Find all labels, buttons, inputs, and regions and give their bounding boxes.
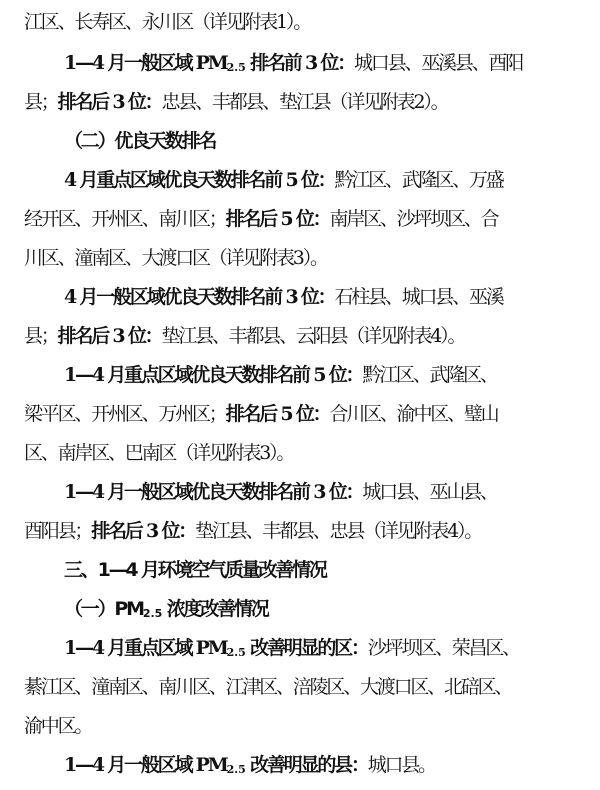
heading-text: （二）优良天数排名 [64, 130, 216, 152]
paragraph-line [24, 706, 600, 746]
bold-lead: 4 月重点区域优良天数排名前 5 位： [64, 169, 335, 191]
bold-lead: 排名后 3 位： [57, 325, 162, 347]
line-text: 川区、潼南区、大渡口区（详见附表3）。 [24, 247, 327, 269]
paragraph-line [64, 43, 600, 83]
line-text: 城口县、巫山县、 [362, 481, 497, 503]
line-text: 江区、长寿区、永川区（详见附表1）。 [24, 11, 310, 33]
line-text: 区、南岸区、巴南区（详见附表3）。 [24, 442, 294, 464]
line-text: 酉阳县； [24, 520, 92, 542]
paragraph-line [24, 82, 600, 122]
line-text: 县； [24, 91, 58, 113]
paragraph-line [24, 667, 600, 707]
line-text: 黔江区、武隆区、万盛 [334, 169, 503, 191]
pm-subscript: 2.5 [226, 763, 246, 776]
line-text: 南岸区、沙坪坝区、合 [329, 208, 498, 230]
pm-subscript: 2.5 [226, 646, 246, 659]
heading-text: （一）PM [64, 598, 143, 620]
bold-lead: 排名前 3 位： [245, 52, 354, 74]
paragraph-line [24, 316, 600, 356]
heading-text: 浓度改善情况 [162, 598, 268, 620]
paragraph-line [64, 277, 600, 317]
line-text: 黔江区、武隆区、 [362, 364, 497, 386]
line-text: 沙坪坝区、荣昌区、 [367, 637, 519, 659]
paragraph-line [24, 2, 600, 42]
paragraph-line [64, 472, 600, 512]
paragraph-line [24, 238, 600, 278]
bold-lead: 4 月一般区域优良天数排名前 3 位： [64, 286, 335, 308]
pm-subscript: 2.5 [226, 61, 246, 74]
line-text: 经开区、开州区、南川区； [24, 208, 226, 230]
paragraph-line [24, 394, 600, 434]
paragraph-line [64, 160, 600, 200]
bold-lead: 1—4 月一般区域优良天数排名前 3 位： [64, 481, 363, 503]
bold-lead: 1—4 月一般区域 PM [64, 52, 227, 74]
paragraph-line [24, 511, 600, 551]
bold-lead: 排名后 3 位： [57, 91, 162, 113]
line-text: 合川区、渝中区、璧山 [329, 403, 498, 425]
line-text: 垫江县、丰都县、忠县（详见附表4）。 [195, 520, 482, 542]
chapter-heading [64, 550, 600, 590]
bold-lead: 排名后 5 位： [225, 403, 330, 425]
bold-lead: 排名后 5 位： [225, 208, 330, 230]
paragraph-line [24, 199, 600, 239]
bold-lead: 排名后 3 位： [91, 520, 196, 542]
paragraph-line [64, 355, 600, 395]
bold-lead: 改善明显的区： [245, 637, 368, 659]
line-text: 渝中区。 [24, 715, 92, 737]
line-text: 梁平区、开州区、万州区； [24, 403, 226, 425]
paragraph-line [24, 433, 600, 473]
pm-subscript: 2.5 [142, 607, 163, 620]
paragraph-line [64, 628, 600, 668]
heading-text: 三、1—4 月环境空气质量改善情况 [64, 559, 326, 581]
line-text: 垫江县、丰都县、云阳县（详见附表4）。 [161, 325, 465, 347]
line-text: 城口县。 [367, 754, 435, 776]
section-heading [64, 121, 600, 161]
line-text: 县； [24, 325, 58, 347]
line-text: 忠县、丰都县、垫江县（详见附表2）。 [161, 91, 448, 113]
line-text: 綦江区、潼南区、南川区、江津区、涪陵区、大渡口区、北碚区、 [24, 676, 512, 698]
bold-lead: 1—4 月一般区域 PM [64, 754, 227, 776]
line-text: 石柱县、城口县、巫溪 [334, 286, 503, 308]
bold-lead: 改善明显的县： [245, 754, 368, 776]
paragraph-line [64, 745, 600, 785]
bold-lead: 1—4 月重点区域优良天数排名前 5 位： [64, 364, 363, 386]
section-heading [64, 589, 600, 629]
bold-lead: 1—4 月重点区域 PM [64, 637, 227, 659]
line-text: 城口县、巫溪县、酉阳 [354, 52, 523, 74]
